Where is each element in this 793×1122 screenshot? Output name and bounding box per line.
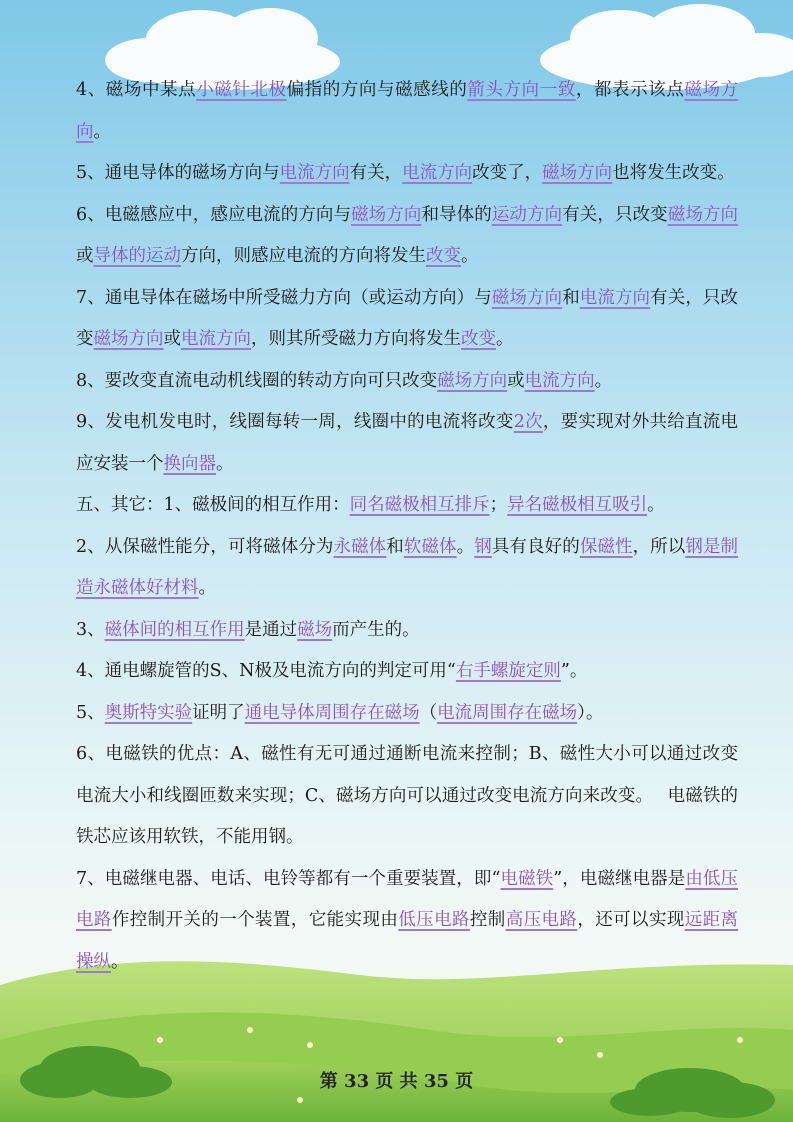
text-run: 2、从保磁性能分，可将磁体分为 xyxy=(76,536,334,557)
text-run: 或 xyxy=(76,246,94,266)
answer-fill: 同名磁极相互排斥 xyxy=(349,495,490,515)
paragraph xyxy=(76,859,738,984)
paragraph xyxy=(76,361,738,403)
answer-fill: 磁场方向 xyxy=(93,329,164,349)
text-run: 和 xyxy=(386,536,404,557)
text-run: （ xyxy=(419,702,438,723)
text-run: 5、 xyxy=(76,702,105,723)
answer-fill: 改变 xyxy=(461,329,496,349)
answer-fill: 小磁针北极 xyxy=(196,80,287,100)
text-run: ）。 xyxy=(577,702,604,723)
answer-fill: 磁场方向 xyxy=(542,163,613,183)
text-run: 6、电磁铁的优点：A、磁性有无可通过通断电流来控制；B、磁性大小可以通过改变电流大小和线圈匝数来实现；C、磁场方向可以通过改变电流方向来改变。 电磁铁的铁芯应该用软铁，不能用钢。 xyxy=(76,744,738,847)
text-run: 4、磁场中某点 xyxy=(76,80,197,100)
text-run: 。 xyxy=(461,246,479,266)
answer-fill: 异名磁极相互吸引 xyxy=(507,495,648,515)
answer-fill: 钢是制造永磁体好材料 xyxy=(76,536,739,598)
text-run: ，要实现对外共给直流电应安装一个 xyxy=(76,412,739,474)
text-run: 作控制开关的一个装置，它能实现由 xyxy=(111,910,399,930)
text-run: 而产生的。 xyxy=(332,619,420,640)
paragraph xyxy=(76,485,738,527)
answer-fill: 电磁铁 xyxy=(500,868,554,889)
answer-fill: 由低压电路 xyxy=(76,868,738,930)
answer-fill: 电流方向 xyxy=(579,287,651,308)
text-run: 具有良好的 xyxy=(491,536,580,557)
paragraph xyxy=(76,610,738,652)
text-run: 7、通电导体在磁场中所受磁力方向（或运动方向）与 xyxy=(76,287,492,308)
text-run: 。 xyxy=(216,453,234,474)
answer-fill: 保磁性 xyxy=(579,536,633,557)
text-run: 4、通电螺旋管的S、N极及电流方向的判定可用“ xyxy=(76,661,456,681)
answer-fill: 右手螺旋定则 xyxy=(455,661,561,681)
answer-fill: 磁场方向 xyxy=(667,204,739,225)
answer-fill: 磁场方向 xyxy=(76,80,739,142)
document-body xyxy=(76,70,738,983)
answer-fill: 改变 xyxy=(426,246,461,266)
text-run: 或 xyxy=(507,370,525,391)
text-run: 。 xyxy=(496,329,514,349)
paragraph xyxy=(76,527,738,610)
answer-fill: 电流方向 xyxy=(181,329,251,349)
paragraph xyxy=(76,195,738,278)
text-run: ，还可以实现 xyxy=(577,910,685,930)
text-run: 9、发电机发电时，线圈每转一周，线圈中的电流将改变 xyxy=(76,412,514,432)
text-run: 。 xyxy=(594,370,613,391)
text-run: 证明了 xyxy=(192,702,245,723)
text-run: ，所以 xyxy=(632,536,686,557)
text-run: 是通过 xyxy=(244,619,298,640)
answer-fill: 磁体间的相互作用 xyxy=(104,619,245,640)
answer-fill: 箭头方向一致 xyxy=(467,80,576,100)
text-run: 有关，只改变 xyxy=(562,204,668,225)
text-run: 方向，则感应电流的方向将发生 xyxy=(181,246,426,266)
answer-fill: 电流方向 xyxy=(402,163,473,183)
answer-fill: 运动方向 xyxy=(491,204,563,225)
text-run: 改变了， xyxy=(472,163,543,183)
text-run: 有关，只改变 xyxy=(76,287,739,349)
text-run: ； xyxy=(489,495,508,515)
answer-fill: 换向器 xyxy=(163,453,216,474)
text-run: 。 xyxy=(93,121,111,142)
text-run: 和 xyxy=(562,287,580,308)
text-run: 。 xyxy=(198,578,216,598)
paragraph xyxy=(76,651,738,693)
text-run: 和导体的 xyxy=(421,204,492,225)
answer-fill: 高压电路 xyxy=(505,910,578,930)
text-run: 控制 xyxy=(469,910,506,930)
answer-fill: 低压电路 xyxy=(398,910,470,930)
text-run: ，则其所受磁力方向将发生 xyxy=(251,329,461,349)
text-run: 6、电磁感应中，感应电流的方向与 xyxy=(76,204,352,225)
answer-fill: 远距离操纵 xyxy=(76,910,739,972)
answer-fill: 奥斯特实验 xyxy=(104,702,193,723)
paragraph xyxy=(76,402,738,485)
answer-fill: 导体的运动 xyxy=(93,246,181,266)
text-run: 。 xyxy=(647,495,665,515)
text-run: 或 xyxy=(163,329,181,349)
text-run: ，都表示该点 xyxy=(575,80,685,100)
page-number: 第 33 页 共 35 页 xyxy=(319,1071,474,1092)
paragraph xyxy=(76,734,738,859)
answer-fill: 磁场方向 xyxy=(437,370,508,391)
text-run: 8、要改变直流电动机线圈的转动方向可只改变 xyxy=(76,370,438,391)
text-run: 5、通电导体的磁场方向与 xyxy=(76,163,280,183)
text-run: ”。 xyxy=(560,661,588,681)
text-run: 五、其它：1、磁极间的相互作用： xyxy=(76,495,350,515)
paragraph xyxy=(76,153,738,195)
answer-fill: 电流周围存在磁场 xyxy=(437,702,578,723)
answer-fill: 钢 xyxy=(474,536,492,557)
text-run: 有关， xyxy=(349,163,403,183)
text-run: 偏指的方向与磁感线的 xyxy=(286,80,468,100)
answer-fill: 磁场 xyxy=(297,619,333,640)
answer-fill: 永磁体 xyxy=(333,536,387,557)
answer-fill: 磁场方向 xyxy=(491,287,563,308)
answer-fill: 软磁体 xyxy=(403,536,457,557)
text-run: ”，电磁继电器是 xyxy=(553,868,686,889)
paragraph xyxy=(76,278,738,361)
answer-fill: 2次 xyxy=(513,412,543,432)
text-run: 。 xyxy=(111,951,129,972)
text-run: 也将发生改变。 xyxy=(612,163,735,183)
answer-fill: 电流方向 xyxy=(524,370,595,391)
paragraph xyxy=(76,70,738,153)
answer-fill: 电流方向 xyxy=(279,163,350,183)
answer-fill: 磁场方向 xyxy=(351,204,422,225)
answer-fill: 通电导体周围存在磁场 xyxy=(244,702,420,723)
text-run: 7、电磁继电器、电话、电铃等都有一个重要装置，即“ xyxy=(76,868,501,889)
paragraph xyxy=(76,693,738,735)
text-run: 3、 xyxy=(76,619,105,640)
text-run: 。 xyxy=(456,536,475,557)
